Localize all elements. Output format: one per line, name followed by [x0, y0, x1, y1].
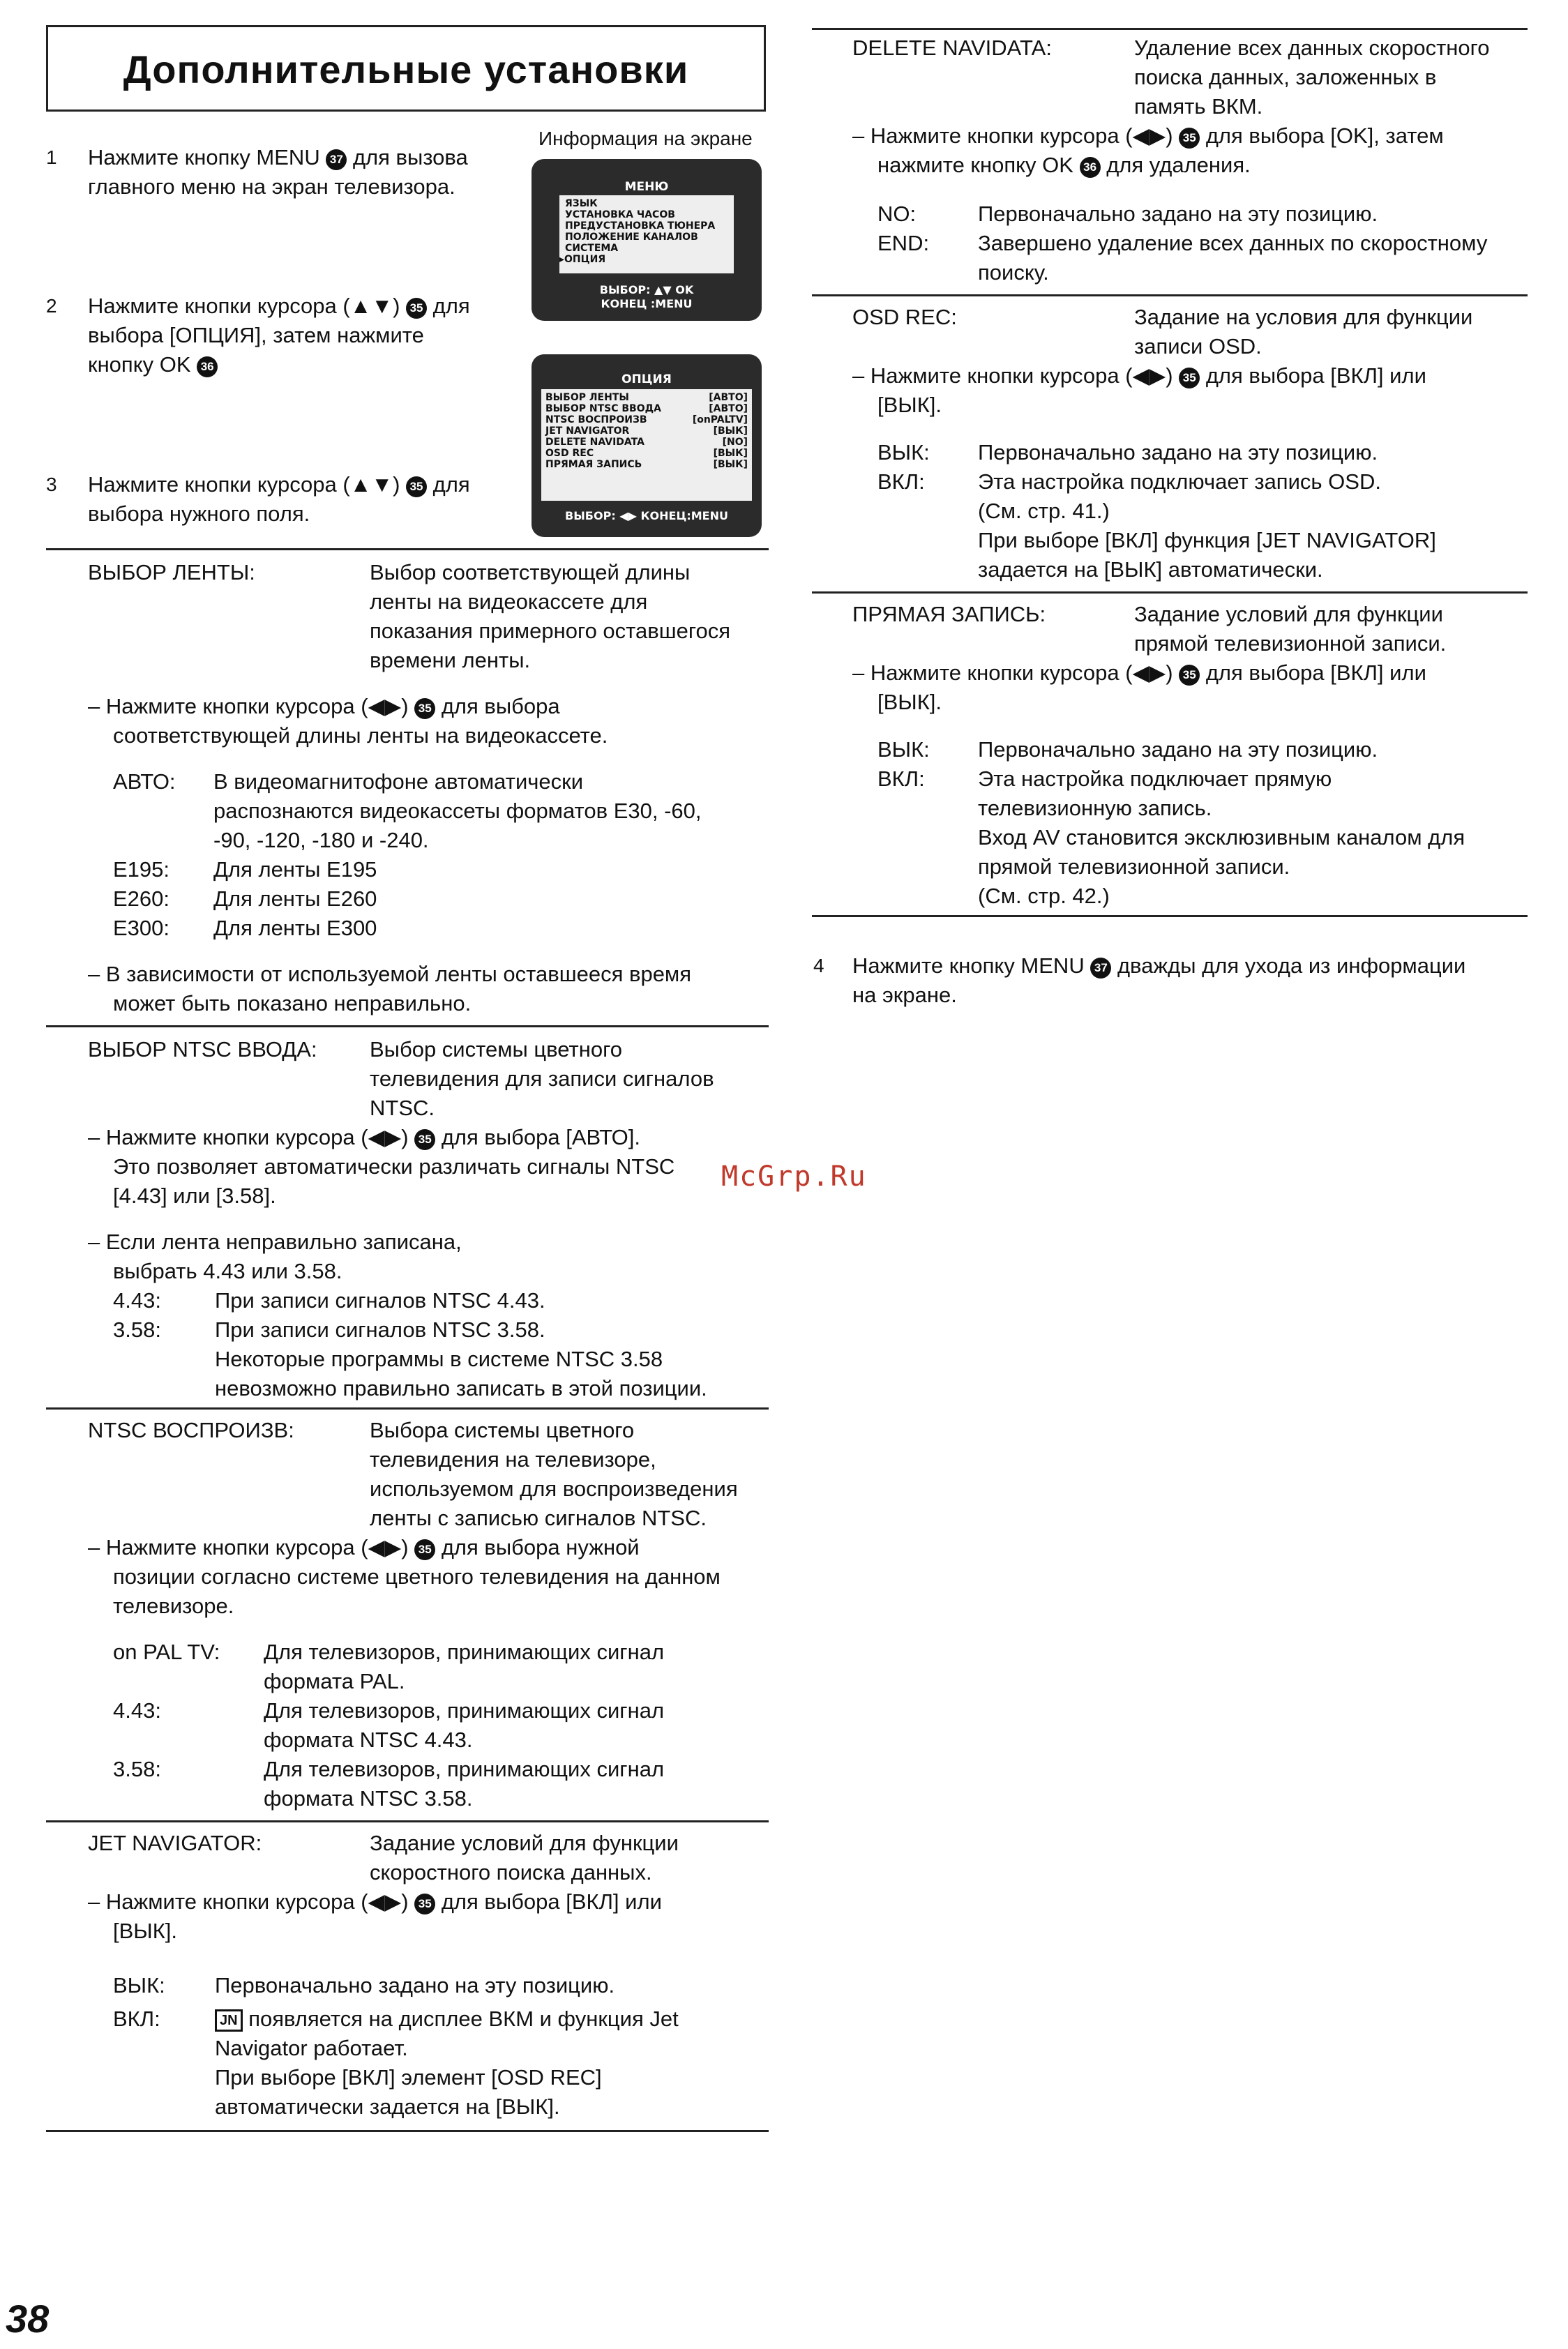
- ntsc-in-press-3: [4.43] или [3.58].: [113, 1184, 276, 1208]
- osd-option-row: ПРЯМАЯ ЗАПИСЬ [ВЫК]: [545, 459, 748, 470]
- osd-option-row: ВЫБОР NTSC ВВОДА [АВТО]: [545, 403, 748, 414]
- tape-desc-4: времени ленты.: [370, 648, 531, 672]
- step-4-number: 4: [813, 955, 824, 976]
- ntsc-in-opt-value: невозможно правильно записать в этой позиции.: [215, 1376, 707, 1400]
- osdrec-opt-key: ВКЛ:: [877, 469, 925, 494]
- ntsc-pb-press-3: телевизоре.: [113, 1594, 234, 1618]
- jet-on-value-4: автоматически задается на [ВЫК].: [215, 2094, 560, 2119]
- ntsc-in-opt-key: 3.58:: [113, 1317, 161, 1342]
- jet-press-1: – Нажмите кнопки курсора (◀▶) 35 для выбора [ВКЛ] или: [88, 1889, 662, 1914]
- divider: [46, 2130, 769, 2132]
- osdrec-label: OSD REC:: [852, 305, 957, 329]
- osdrec-opt-key: ВЫК:: [877, 440, 930, 464]
- button-36-icon: 36: [1080, 157, 1101, 178]
- osdrec-opt-value: Первоначально задано на эту позицию.: [978, 440, 1378, 464]
- ntsc-pb-opt-key: 3.58:: [113, 1757, 161, 1781]
- divider: [46, 548, 769, 550]
- tape-opt-value: Для ленты E300: [213, 916, 377, 940]
- step-2-line-2: выбора [ОПЦИЯ], затем нажмите: [88, 323, 424, 347]
- ntsc-in-opt-value: При записи сигналов NTSC 3.58.: [215, 1317, 545, 1342]
- delete-desc-1: Удаление всех данных скоростного: [1134, 36, 1490, 60]
- ntsc-in-desc-3: NTSC.: [370, 1096, 435, 1120]
- osdrec-opt-value: Эта настройка подключает запись OSD.: [978, 469, 1381, 494]
- direct-desc-1: Задание условий для функции: [1134, 602, 1443, 626]
- delete-desc-3: память ВКМ.: [1134, 94, 1263, 119]
- ntsc-in-opt-value: Некоторые программы в системе NTSC 3.58: [215, 1347, 663, 1371]
- divider: [812, 591, 1528, 594]
- osd-option-row: OSD REC [ВЫК]: [545, 448, 748, 459]
- tape-label: ВЫБОР ЛЕНТЫ:: [88, 560, 255, 584]
- direct-opt-value: прямой телевизионной записи.: [978, 854, 1290, 879]
- ntsc-in-note-1: – Если лента неправильно записана,: [88, 1230, 462, 1254]
- tape-opt-value: В видеомагнитофоне автоматически: [213, 769, 584, 794]
- divider: [812, 915, 1528, 917]
- button-35-icon: 35: [1179, 368, 1200, 388]
- jet-off-value: Первоначально задано на эту позицию.: [215, 1973, 615, 1997]
- tape-opt-key: АВТО:: [113, 769, 176, 794]
- ntsc-in-note-2: выбрать 4.43 или 3.58.: [113, 1259, 342, 1283]
- jet-on-key: ВКЛ:: [113, 2007, 160, 2031]
- ntsc-in-opt-key: 4.43:: [113, 1288, 161, 1313]
- direct-opt-value: телевизионную запись.: [978, 796, 1212, 820]
- direct-opt-value: (См. стр. 42.): [978, 884, 1110, 908]
- ntsc-pb-press-2: позиции согласно системе цветного телевидения на данном: [113, 1564, 721, 1589]
- step-3-number: 3: [46, 474, 57, 495]
- tape-press-2: соответствующей длины ленты на видеокассете.: [113, 723, 608, 748]
- osd-option-row: NTSC ВОСПРОИЗВ [onPALTV]: [545, 414, 748, 425]
- button-35-icon: 35: [406, 298, 427, 319]
- tape-press-1: – Нажмите кнопки курсора (◀▶) 35 для выбора: [88, 694, 560, 718]
- ntsc-in-desc-2: телевидения для записи сигналов: [370, 1066, 714, 1091]
- step-3-line-1: Нажмите кнопки курсора (▲▼) 35 для: [88, 472, 470, 497]
- direct-opt-value: Вход AV становится эксклюзивным каналом для: [978, 825, 1465, 849]
- osd-menu-item: ЯЗЫК: [565, 198, 598, 209]
- delete-press-1: – Нажмите кнопки курсора (◀▶) 35 для выбора [OK], затем: [852, 123, 1444, 148]
- ntsc-pb-desc-2: телевидения на телевизоре,: [370, 1447, 656, 1472]
- step-4-line-2: на экране.: [852, 983, 957, 1007]
- osd-options-list: [541, 389, 752, 501]
- osdrec-opt-value: При выборе [ВКЛ] функция [JET NAVIGATOR]: [978, 528, 1436, 552]
- ntsc-pb-label: NTSC ВОСПРОИЗВ:: [88, 1418, 294, 1442]
- osd-menu-item: ПРЕДУСТАНОВКА ТЮНЕРА: [565, 220, 716, 232]
- tape-desc-1: Выбор соответствующей длины: [370, 560, 691, 584]
- direct-press-1: – Нажмите кнопки курсора (◀▶) 35 для выбора [ВКЛ] или: [852, 660, 1426, 685]
- osd-options-footer: ВЫБОР: ◀▶ КОНЕЦ:MENU: [565, 509, 728, 522]
- direct-desc-2: прямой телевизионной записи.: [1134, 631, 1447, 656]
- osdrec-opt-value: (См. стр. 41.): [978, 499, 1110, 523]
- button-37-icon: 37: [326, 149, 347, 170]
- step-1-number: 1: [46, 146, 57, 168]
- tape-note-1: – В зависимости от используемой ленты оставшееся время: [88, 962, 692, 986]
- page-title: Дополнительные установки: [123, 47, 689, 91]
- osd-menu-item: ПОЛОЖЕНИЕ КАНАЛОВ: [565, 232, 698, 243]
- button-36-icon: 36: [197, 356, 218, 377]
- tape-desc-3: показания примерного оставшегося: [370, 619, 730, 643]
- osd-menu-item: СИСТЕМА: [565, 243, 619, 254]
- divider: [812, 294, 1528, 296]
- osdrec-desc-1: Задание на условия для функции: [1134, 305, 1473, 329]
- delete-opt-value: Завершено удаление всех данных по скоростному: [978, 231, 1488, 255]
- step-1-line-1: Нажмите кнопку MENU 37 для вызова: [88, 145, 468, 169]
- ntsc-pb-opt-value: Для телевизоров, принимающих сигнал: [264, 1640, 665, 1664]
- tape-opt-key: E260:: [113, 886, 170, 911]
- ntsc-pb-opt-value: формата PAL.: [264, 1669, 405, 1693]
- step-4-line-1: Нажмите кнопку MENU 37 дважды для ухода из информации: [852, 953, 1466, 978]
- delete-opt-value: поиску.: [978, 260, 1049, 285]
- ntsc-in-press-1: – Нажмите кнопки курсора (◀▶) 35 для выбора [АВТО].: [88, 1125, 641, 1149]
- divider: [46, 1025, 769, 1027]
- osd-menu-screen: [532, 159, 762, 321]
- osd-menu-list: [559, 195, 734, 273]
- divider: [812, 28, 1528, 30]
- ntsc-pb-desc-4: ленты с записью сигналов NTSC.: [370, 1506, 707, 1530]
- jet-desc-2: скоростного поиска данных.: [370, 1860, 652, 1885]
- button-35-icon: 35: [414, 1894, 435, 1914]
- jet-press-2: [ВЫК].: [113, 1919, 178, 1943]
- divider: [46, 1407, 769, 1410]
- delete-opt-key: NO:: [877, 202, 917, 226]
- osdrec-desc-2: записи OSD.: [1134, 334, 1262, 358]
- step-2-line-1: Нажмите кнопки курсора (▲▼) 35 для: [88, 294, 470, 318]
- osd-menu-item: ▸ОПЦИЯ: [559, 254, 606, 265]
- tape-opt-key: E300:: [113, 916, 170, 940]
- delete-label: DELETE NAVIDATA:: [852, 36, 1052, 60]
- button-35-icon: 35: [414, 698, 435, 719]
- osd-option-row: DELETE NAVIDATA [NO]: [545, 437, 748, 448]
- osdrec-opt-value: задается на [ВЫК] автоматически.: [978, 557, 1323, 582]
- ntsc-pb-opt-key: 4.43:: [113, 1698, 161, 1723]
- tape-desc-2: ленты на видеокассете для: [370, 589, 648, 614]
- jet-on-value-2: Navigator работает.: [215, 2036, 408, 2060]
- direct-label: ПРЯМАЯ ЗАПИСЬ:: [852, 602, 1046, 626]
- direct-opt-value: Эта настройка подключает прямую: [978, 766, 1332, 791]
- delete-press-2: нажмите кнопку OK 36 для удаления.: [877, 153, 1251, 177]
- ntsc-pb-desc-3: используемом для воспроизведения: [370, 1476, 738, 1501]
- button-35-icon: 35: [414, 1129, 435, 1150]
- page-number: 38: [6, 2297, 50, 2341]
- step-3-line-2: выбора нужного поля.: [88, 501, 310, 526]
- direct-opt-value: Первоначально задано на эту позицию.: [978, 737, 1378, 762]
- ntsc-in-label: ВЫБОР NTSC ВВОДА:: [88, 1037, 317, 1062]
- tape-opt-key: E195:: [113, 857, 170, 882]
- ntsc-pb-opt-value: формата NTSC 4.43.: [264, 1728, 473, 1752]
- delete-opt-key: END:: [877, 231, 930, 255]
- delete-opt-value: Первоначально задано на эту позицию.: [978, 202, 1378, 226]
- tape-opt-value: -90, -120, -180 и -240.: [213, 828, 429, 852]
- tape-opt-value: распознаются видеокассеты форматов E30, -60,: [213, 799, 702, 823]
- osd-menu-footer-1: ВЫБОР: ▲▼ OK: [599, 283, 694, 296]
- step-2-line-3: кнопку OK 36: [88, 350, 218, 379]
- direct-opt-key: ВЫК:: [877, 737, 930, 762]
- watermark: McGrp.Ru: [721, 1161, 867, 1193]
- osdrec-press-1: – Нажмите кнопки курсора (◀▶) 35 для выбора [ВКЛ] или: [852, 363, 1426, 388]
- button-35-icon: 35: [406, 476, 427, 497]
- ntsc-pb-opt-key: on PAL TV:: [113, 1640, 220, 1664]
- button-35-icon: 35: [414, 1539, 435, 1560]
- osd-options-screen: [532, 354, 762, 537]
- ntsc-pb-opt-value: Для телевизоров, принимающих сигнал: [264, 1757, 665, 1781]
- button-35-icon: 35: [1179, 128, 1200, 149]
- ntsc-pb-opt-value: Для телевизоров, принимающих сигнал: [264, 1698, 665, 1723]
- osdrec-press-2: [ВЫК].: [877, 393, 942, 417]
- button-37-icon: 37: [1090, 958, 1111, 979]
- ntsc-pb-desc-1: Выбора системы цветного: [370, 1418, 635, 1442]
- tape-opt-value: Для ленты E260: [213, 886, 377, 911]
- jet-off-key: ВЫК:: [113, 1973, 165, 1997]
- ntsc-in-press-2: Это позволяет автоматически различать сигналы NTSC: [113, 1154, 675, 1179]
- jet-navigator-display-icon: JN: [215, 2009, 243, 2032]
- osd-options-header: ОПЦИЯ: [621, 372, 672, 386]
- jet-label: JET NAVIGATOR:: [88, 1831, 262, 1855]
- osd-caption: Информация на экране: [538, 128, 753, 149]
- osd-menu-header: МЕНЮ: [624, 180, 669, 194]
- osd-option-row: ВЫБОР ЛЕНТЫ [АВТО]: [545, 392, 748, 403]
- osd-menu-footer-2: КОНЕЦ :MENU: [601, 297, 693, 310]
- title-box: [46, 25, 766, 112]
- direct-opt-key: ВКЛ:: [877, 766, 925, 791]
- direct-press-2: [ВЫК].: [877, 690, 942, 714]
- tape-note-2: может быть показано неправильно.: [113, 991, 472, 1015]
- ntsc-in-opt-value: При записи сигналов NTSC 4.43.: [215, 1288, 545, 1313]
- osd-menu-item: УСТАНОВКА ЧАСОВ: [565, 209, 675, 220]
- ntsc-in-desc-1: Выбор системы цветного: [370, 1037, 622, 1062]
- tape-opt-value: Для ленты E195: [213, 857, 377, 882]
- ntsc-pb-opt-value: формата NTSC 3.58.: [264, 1786, 473, 1811]
- ntsc-pb-press-1: – Нажмите кнопки курсора (◀▶) 35 для выбора нужной: [88, 1535, 640, 1559]
- button-35-icon: 35: [1179, 665, 1200, 686]
- delete-desc-2: поиска данных, заложенных в: [1134, 65, 1437, 89]
- osd-option-row: JET NAVIGATOR [ВЫК]: [545, 425, 748, 437]
- step-1-line-2: главного меню на экран телевизора.: [88, 174, 455, 199]
- jet-on-value-3: При выборе [ВКЛ] элемент [OSD REC]: [215, 2065, 602, 2090]
- jet-desc-1: Задание условий для функции: [370, 1831, 679, 1855]
- jet-on-value-1: JN появляется на дисплее ВКМ и функция Jet: [215, 2004, 679, 2034]
- step-2-number: 2: [46, 295, 57, 317]
- divider: [46, 1820, 769, 1822]
